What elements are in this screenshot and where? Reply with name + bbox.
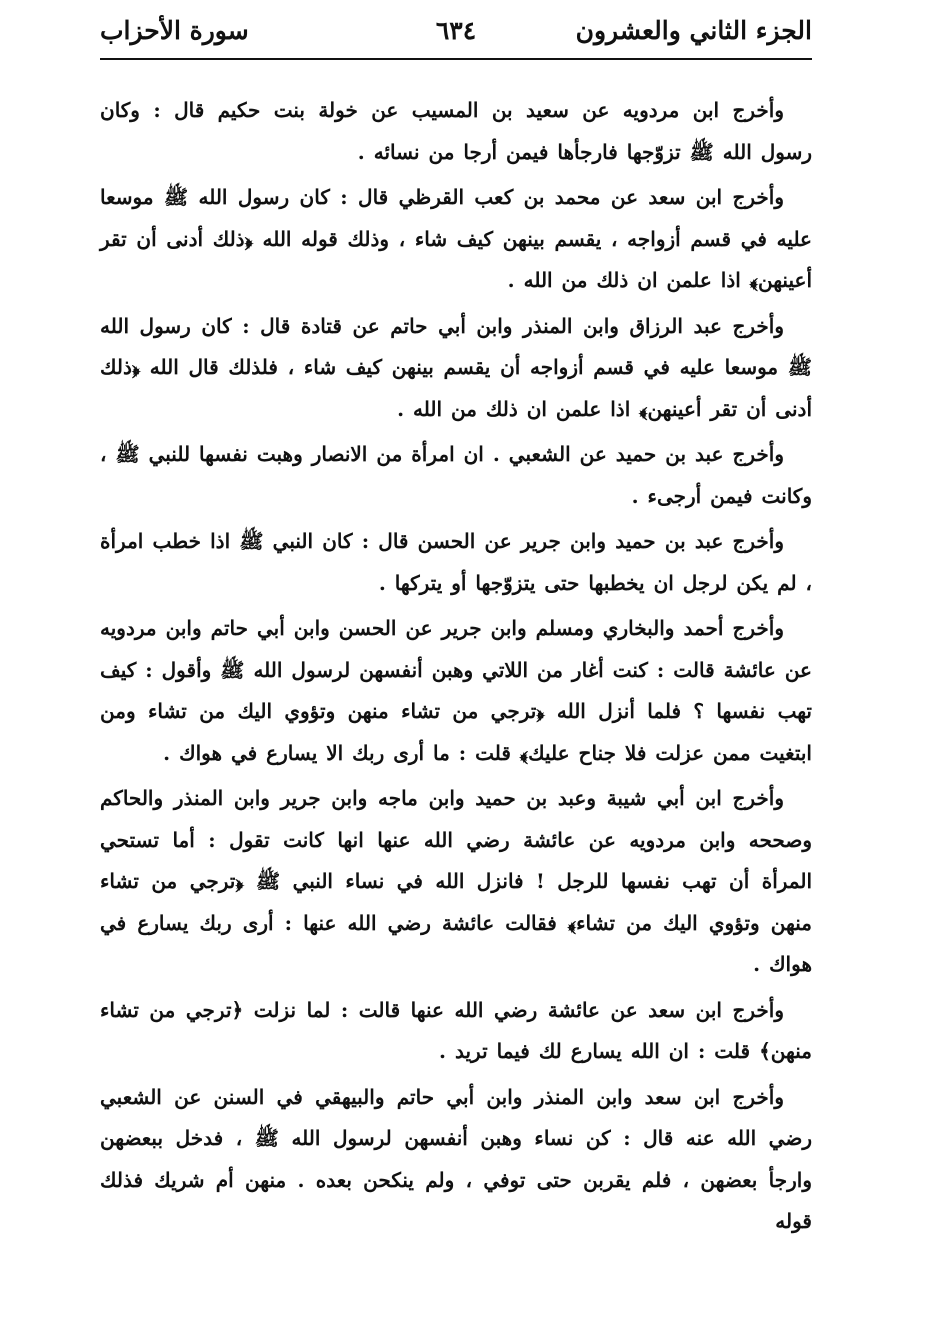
paragraph: وأخرج عبد الرزاق وابن المنذر وابن أبي حاتم عن قتادة قال : كان رسول الله ﷺ موسعا عليه في قسم أزواجه أن يقسم بينهن كيف شاء ، فلذلك قال الله ﴿ذلك أدنى أن تقر أعينهن﴾ اذا علمن ان ذلك من الله . [100, 313, 812, 421]
paragraph: وأخرج عبد بن حميد عن الشعبي . ان امرأة من الانصار وهبت نفسها للنبي ﷺ ، وكانت فيمن أرجىء . [100, 442, 812, 508]
paragraph: وأخرج ابن سعد وابن المنذر وابن أبي حاتم والبيهقي في السنن عن الشعبي رضي الله عنه قال : كن نساء وهبن أنفسهن لرسول الله ﷺ ، فدخل ببعضهن وارجأ بعضهن ، فلم يقربن حتى توفي ، ولم ينكحن بعده . منهن أم شريك فذلك قوله [100, 1084, 812, 1233]
page-number: ٦٣٤ [435, 16, 477, 45]
paragraph: وأخرج ابن مردويه عن سعيد بن المسيب عن خولة بنت حكيم قال : وكان رسول الله ﷺ تزوّجها فارجأها فيمن أرجا من نسائه . [100, 98, 812, 164]
paragraph: وأخرج ابن أبي شيبة وعبد بن حميد وابن ماجه وابن جرير وابن المنذر والحاكم وصححه وابن مردويه عن عائشة رضي الله عنها انها كانت تقول : أما تستحي المرأة أن تهب نفسها للرجل ! فانزل الله في نساء النبي ﷺ ﴿ترجي من تشاء منهن وتؤوي اليك من تشاء﴾ فقالت عائشة رضي الله عنها : أرى ربك يسارع في هواك . [100, 786, 812, 976]
header-divider [100, 58, 812, 60]
paragraph: وأخرج ابن سعد عن عائشة رضي الله عنها قالت : لما نزلت ﴿ترجي من تشاء منهن﴾ قلت : ان الله يسارع لك فيما تريد . [100, 997, 812, 1063]
body-text [100, 90, 812, 1243]
running-header [100, 14, 812, 58]
paragraph: وأخرج أحمد والبخاري ومسلم وابن جرير عن الحسن وابن أبي حاتم وابن مردويه عن عائشة قالت : كنت أغار من اللاتي وهبن أنفسهن لرسول الله ﷺ وأقول : كيف تهب نفسها ؟ فلما أنزل الله ﴿ترجي من تشاء منهن وتؤوي اليك من تشاء ومن ابتغيت ممن عزلت فلا جناح عليك﴾ قلت : ما أرى ربك الا يسارع في هواك . [100, 616, 812, 765]
surah-title: سورة الأحزاب [100, 16, 249, 45]
paragraph: وأخرج عبد بن حميد وابن جرير عن الحسن قال : كان النبي ﷺ اذا خطب امرأة ، لم يكن لرجل ان يخطبها حتى يتزوّجها أو يتركها . [100, 529, 812, 595]
page [100, 14, 812, 1247]
paragraph: وأخرج ابن سعد عن محمد بن كعب القرظي قال : كان رسول الله ﷺ موسعا عليه في قسم أزواجه ، يقسم بينهن كيف شاء ، وذلك قوله الله ﴿ذلك أدنى أن تقر أعينهن﴾ اذا علمن ان ذلك من الله . [100, 185, 812, 292]
juz-title: الجزء الثاني والعشرون [575, 16, 812, 45]
